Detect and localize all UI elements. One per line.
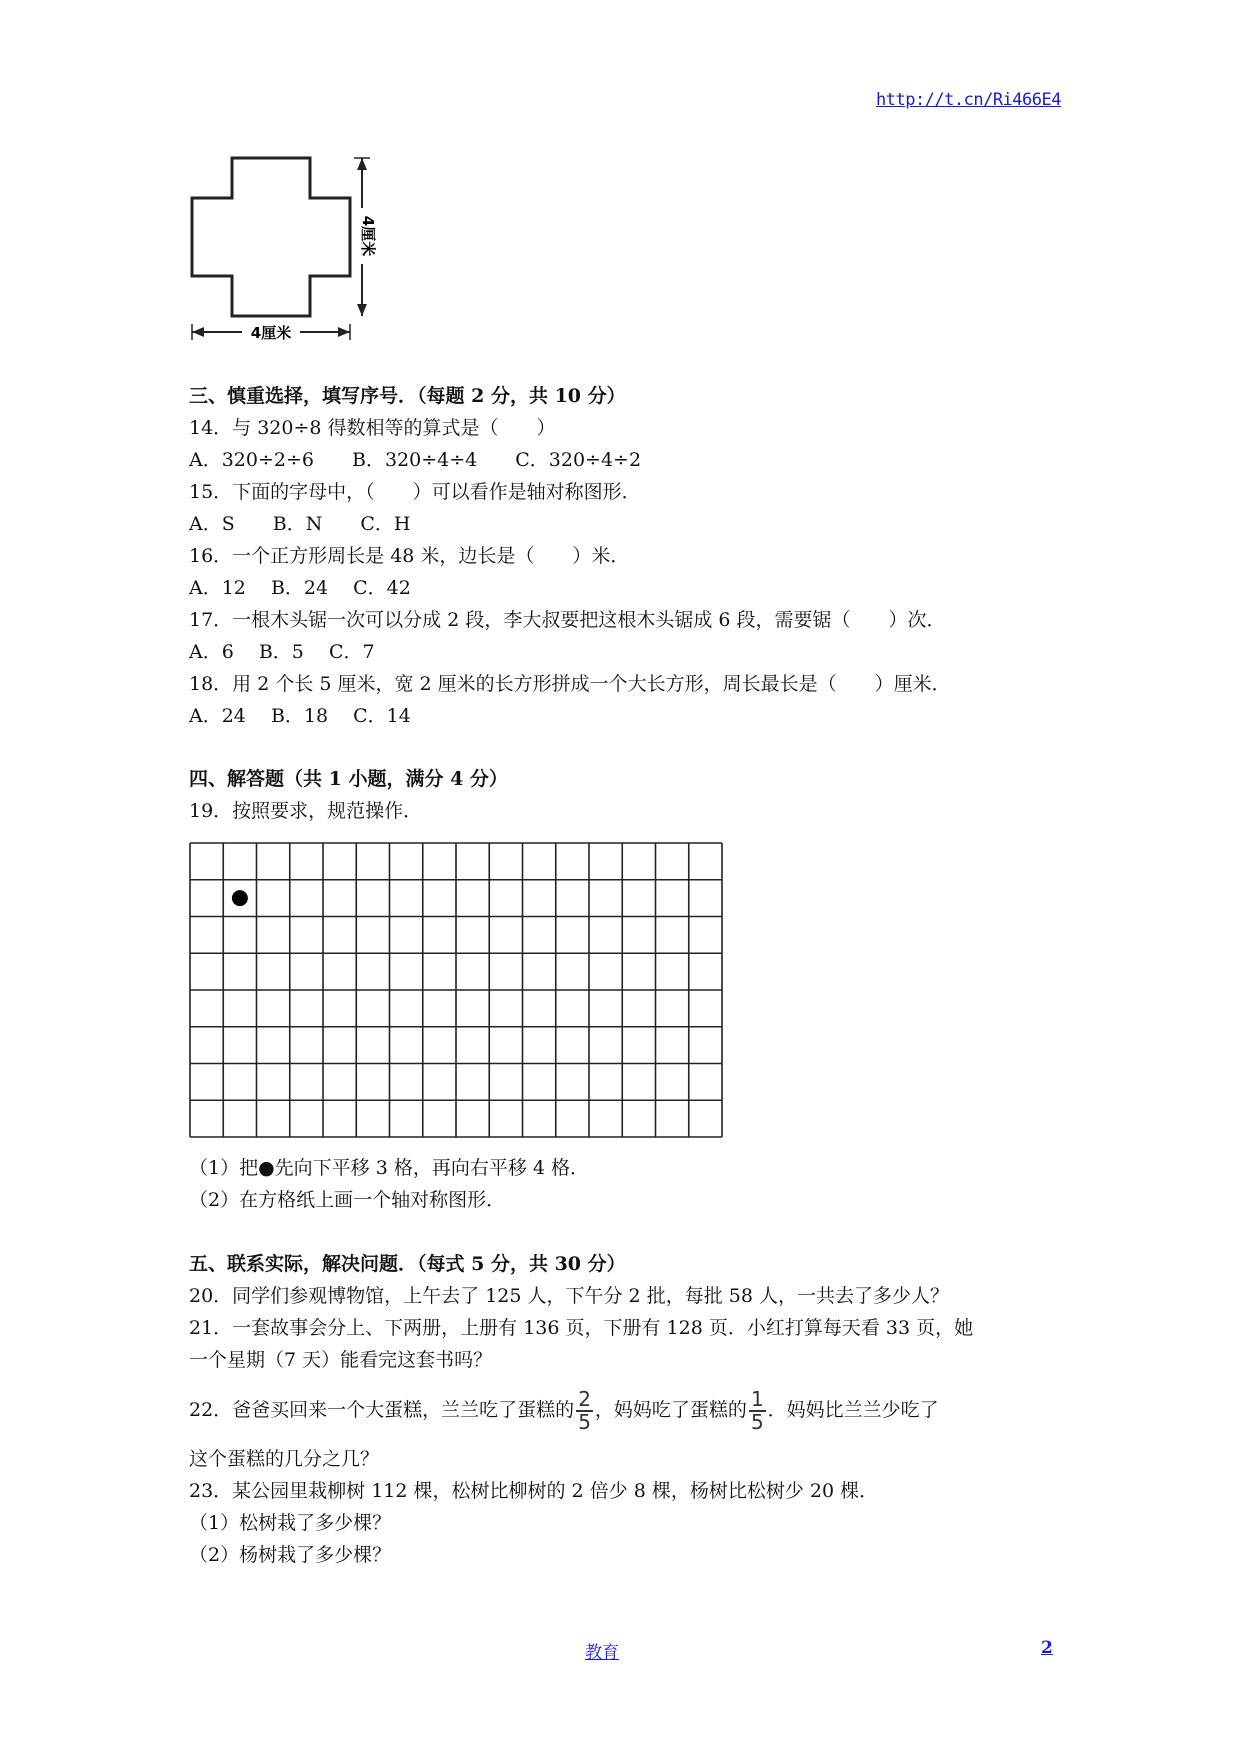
question-23-part1: （1）松树栽了多少棵？ — [189, 1512, 392, 1534]
question-21-line1: 21．一套故事会分上、下两册，上册有 136 页，下册有 128 页．小红打算每天看 33 页，她 — [189, 1317, 974, 1339]
source-url-link[interactable]: http://t.cn/Ri466E4 — [876, 90, 1061, 110]
question-15: 15．下面的字母中，（ ）可以看作是轴对称图形． — [189, 481, 641, 503]
question-14: 14．与 320÷8 得数相等的算式是（ ） — [189, 417, 556, 439]
fraction-one-fifth — [749, 1389, 766, 1433]
section5-title: 五、联系实际，解决问题．（每式 5 分，共 30 分） — [189, 1253, 626, 1275]
question-17: 17．一根木头锯一次可以分成 2 段，李大叔要把这根木头锯成 6 段，需要锯（ ）次． — [189, 609, 946, 631]
cross-shape-figure — [180, 150, 380, 340]
section4-title: 四、解答题（共 1 小题，满分 4 分） — [189, 768, 508, 790]
question-21-line2: 一个星期（7 天）能看完这套书吗？ — [189, 1349, 493, 1371]
question-22-line2: 这个蛋糕的几分之几？ — [189, 1448, 380, 1470]
question-22-line1 — [189, 1386, 939, 1434]
question-20: 20．同学们参观博物馆，上午去了 125 人，下午分 2 批，每批 58 人，一共去了多少人？ — [189, 1285, 949, 1307]
question-15-options: A．S B．N C．H — [189, 513, 411, 535]
fraction-denominator: 5 — [578, 1410, 591, 1434]
question-16: 16．一个正方形周长是 48 米，边长是（ ）米． — [189, 545, 630, 567]
fraction-two-fifths — [576, 1389, 593, 1433]
question-22-text-a: 22．爸爸买回来一个大蛋糕，兰兰吃了蛋糕的 — [189, 1399, 575, 1421]
question-18: 18．用 2 个长 5 厘米，宽 2 厘米的长方形拼成一个大长方形，周长最长是（ ）厘米． — [189, 673, 951, 695]
question-19: 19．按照要求，规范操作． — [189, 800, 423, 822]
height-label: 4厘米 — [359, 215, 377, 257]
question-22-text-c: ．妈妈比兰兰少吃了 — [767, 1399, 939, 1421]
square-grid-paper[interactable] — [189, 842, 723, 1138]
black-dot-marker[interactable] — [232, 890, 248, 906]
fraction-denominator: 5 — [750, 1410, 764, 1434]
question-14-options: A．320÷2÷6 B．320÷4÷4 C．320÷4÷2 — [189, 449, 642, 471]
question-23-part2: （2）杨树栽了多少棵？ — [189, 1544, 392, 1566]
question-19-part2: （2）在方格纸上画一个轴对称图形． — [189, 1189, 506, 1211]
fraction-numerator: 2 — [578, 1387, 591, 1411]
page-number[interactable]: 2 — [1041, 1638, 1053, 1658]
question-23: 23．某公园里栽柳树 112 棵，松树比柳树的 2 倍少 8 棵，杨树比松树少 20 棵． — [189, 1480, 879, 1502]
question-19-part1: （1）把●先向下平移 3 格，再向右平移 4 格． — [189, 1157, 590, 1179]
question-16-options: A．12 B．24 C．42 — [189, 577, 411, 599]
question-17-options: A．6 B．5 C．7 — [189, 641, 375, 663]
width-label: 4厘米 — [250, 324, 292, 340]
question-22-text-b: ，妈妈吃了蛋糕的 — [594, 1399, 747, 1421]
footer-link[interactable]: 教育 — [585, 1643, 619, 1663]
section3-title: 三、慎重选择，填写序号．（每题 2 分，共 10 分） — [189, 385, 626, 407]
question-18-options: A．24 B．18 C．14 — [189, 705, 411, 727]
fraction-numerator: 1 — [750, 1387, 764, 1411]
